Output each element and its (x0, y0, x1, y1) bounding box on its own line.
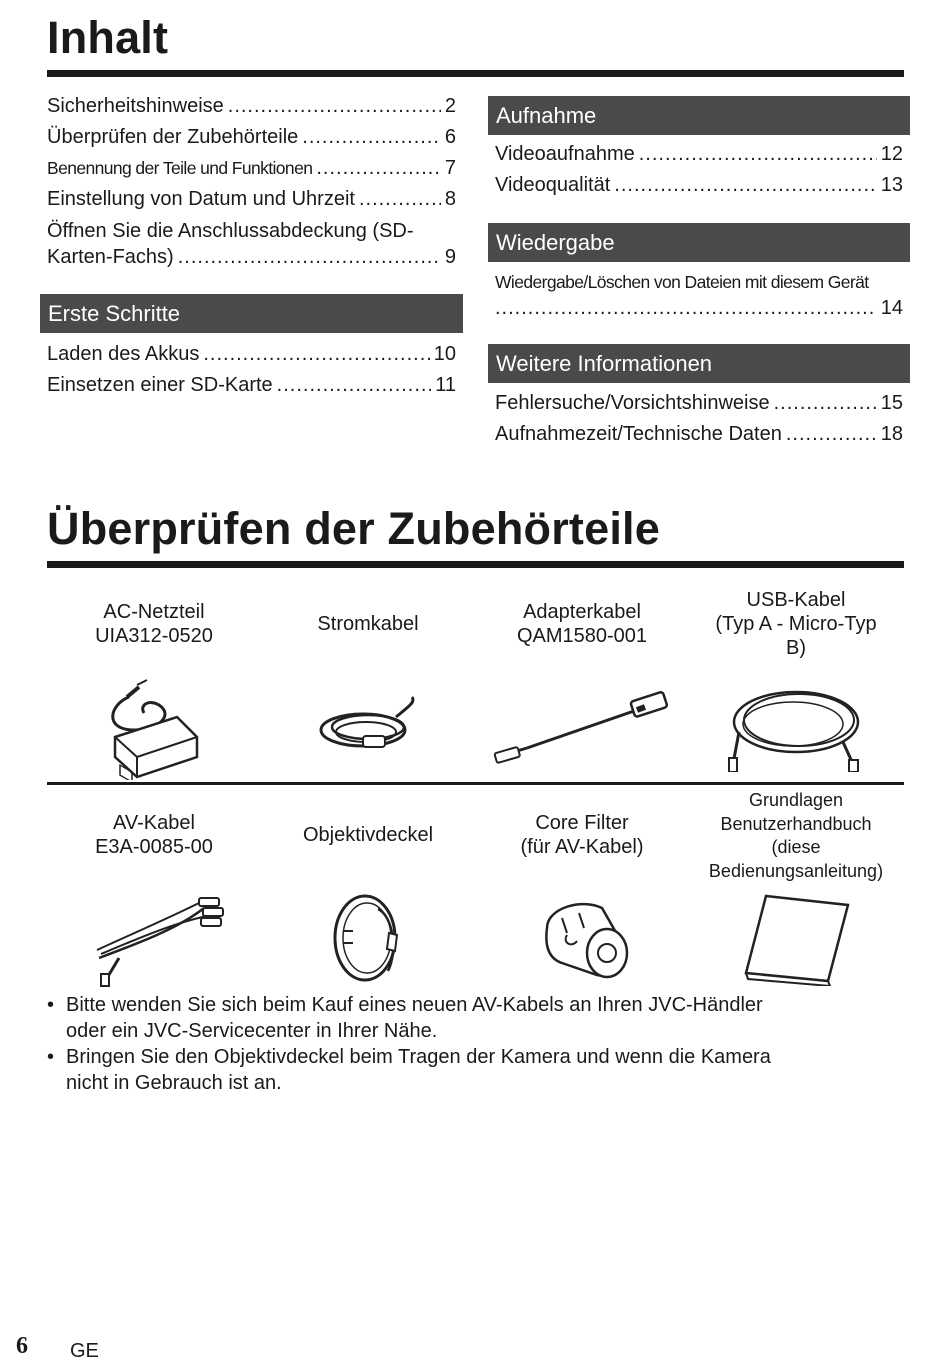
toc-entry-text: Videoaufnahme (495, 143, 635, 165)
accessory-label (689, 787, 903, 883)
note-text: Bringen Sie den Objektivdeckel beim Tragen der Kamera und wenn die Kamera (66, 1046, 771, 1068)
accessories-title-rule (47, 561, 904, 568)
accessories-grid (47, 576, 904, 993)
toc-entry-page: 11 (435, 374, 456, 396)
toc-left-column (47, 91, 456, 270)
toc-entry-page: 8 (444, 188, 456, 210)
toc-entry[interactable] (47, 91, 456, 122)
accessory-label-line: (für AV-Kabel) (520, 836, 644, 858)
toc-entry-page: 9 (444, 246, 456, 268)
toc-entry-page: 18 (880, 423, 903, 445)
accessory-label (47, 576, 261, 672)
toc-entry-text: Benennung der Teile und Funktionen (47, 158, 313, 178)
ac-adapter-icon (99, 675, 209, 780)
toc-entry-wrapped[interactable] (488, 269, 910, 321)
section-header: Erste Schritte (40, 294, 463, 333)
accessory-label-line: Objektivdeckel (302, 824, 434, 846)
toc-entry[interactable] (47, 122, 456, 153)
accessories-row-divider (47, 782, 904, 785)
section-header: Wiedergabe (488, 223, 910, 262)
accessory-core-filter (475, 787, 689, 993)
toc-entry[interactable] (495, 419, 903, 450)
toc-entry-text: Überprüfen der Zubehörteile (47, 126, 299, 148)
manual-icon (736, 891, 856, 986)
accessory-power-cord (261, 576, 475, 782)
toc-entry-text: Laden des Akkus (47, 343, 200, 365)
toc-entry[interactable] (47, 370, 456, 401)
toc-entry-text: Sicherheitshinweise (47, 95, 224, 117)
accessory-label-line: AC-Netzteil (103, 601, 205, 623)
page-number: 6 (16, 1333, 28, 1359)
note-text: nicht in Gebrauch ist an. (66, 1072, 282, 1094)
bullet: • (47, 1046, 55, 1068)
notes-list (47, 992, 907, 1096)
toc-section-aufnahme (488, 96, 910, 201)
toc-entry-text: Videoqualität (495, 174, 611, 196)
power-cord-icon (308, 692, 428, 762)
toc-section-weitere-informationen (488, 344, 910, 450)
section-header: Aufnahme (488, 96, 910, 135)
lens-cap-icon (323, 891, 413, 986)
accessory-manual (689, 787, 903, 993)
accessory-label (689, 576, 903, 672)
toc-entry-page: 6 (444, 126, 456, 148)
core-filter-icon (527, 893, 637, 983)
toc-entry-text: Einsetzen einer SD-Karte (47, 374, 273, 396)
av-cable-icon (79, 888, 229, 988)
accessory-av-cable (47, 787, 261, 993)
accessory-ac-adapter (47, 576, 261, 782)
accessory-label-line: Stromkabel (317, 613, 419, 635)
accessory-label-line: AV-Kabel (113, 812, 195, 834)
adapter-cable-icon (487, 682, 677, 772)
accessory-label-line: Adapterkabel (523, 601, 641, 623)
accessory-label (475, 787, 689, 883)
toc-section-wiedergabe (488, 223, 910, 321)
section-header: Weitere Informationen (488, 344, 910, 383)
toc-section-erste-schritte (40, 294, 463, 401)
toc-entry-text: Aufnahmezeit/Technische Daten (495, 423, 782, 445)
note-text: Bitte wenden Sie sich beim Kauf eines neuen AV-Kabels an Ihren JVC-Händler (66, 994, 763, 1016)
toc-entry-page: 14 (880, 297, 903, 319)
accessory-label-line: UIA312-0520 (95, 625, 213, 647)
accessory-adapter-cable (475, 576, 689, 782)
note-item (47, 1044, 907, 1096)
toc-entry-page: 12 (880, 143, 903, 165)
accessory-label-line: Grundlagen (748, 790, 844, 810)
accessory-label (475, 576, 689, 672)
toc-entry-page: 7 (444, 157, 456, 179)
toc-entry[interactable] (495, 139, 903, 170)
toc-entry-page: 13 (880, 174, 903, 196)
accessory-label-line: (Typ A - Micro-Typ (715, 613, 877, 635)
toc-entry-text: Einstellung von Datum und Uhrzeit (47, 188, 355, 210)
bullet: • (47, 994, 55, 1016)
accessory-label-line: E3A-0085-00 (95, 836, 213, 858)
accessories-row (47, 787, 904, 993)
accessory-label-line: Benutzerhandbuch (720, 813, 872, 834)
accessories-title: Überprüfen der Zubehörteile (47, 503, 660, 554)
accessory-label-line: B) (786, 637, 806, 659)
accessory-label (261, 576, 475, 672)
toc-entry-page: 15 (880, 392, 903, 414)
toc-entry[interactable] (495, 170, 903, 201)
toc-entry[interactable] (47, 339, 456, 370)
toc-entry-page: 2 (444, 95, 456, 117)
toc-entry-text: Fehlersuche/Vorsichtshinweise (495, 392, 770, 414)
accessory-label-line: Core Filter (535, 812, 629, 834)
toc-entry-page: 10 (433, 343, 456, 365)
accessory-usb-cable (689, 576, 903, 782)
toc-entry-text: Öffnen Sie die Anschlussabdeckung (SD- (47, 220, 414, 242)
accessory-label (47, 787, 261, 883)
note-item (47, 992, 907, 1044)
toc-entry-wrapped[interactable] (47, 218, 456, 270)
accessory-label-line: USB-Kabel (746, 589, 846, 611)
language-code: GE (70, 1340, 99, 1362)
toc-entry[interactable] (495, 388, 903, 419)
accessory-label-line: QAM1580-001 (516, 625, 648, 647)
accessories-row (47, 576, 904, 782)
accessory-label-line: Bedienungsanleitung) (708, 860, 884, 881)
note-text: oder ein JVC-Servicecenter in Ihrer Nähe. (66, 1020, 438, 1042)
toc-title-rule (47, 70, 904, 77)
toc-entry[interactable] (47, 153, 456, 184)
usb-cable-icon (721, 682, 871, 772)
toc-entry-text-cont: Karten-Fachs) (47, 246, 174, 268)
toc-entry-text: Wiedergabe/Löschen von Dateien mit diesem Gerät (495, 272, 869, 292)
accessory-lens-cap (261, 787, 475, 993)
accessory-label-line: (diese (771, 837, 821, 857)
toc-title: Inhalt (47, 12, 169, 63)
accessory-label (261, 787, 475, 883)
toc-entry[interactable] (47, 184, 456, 215)
